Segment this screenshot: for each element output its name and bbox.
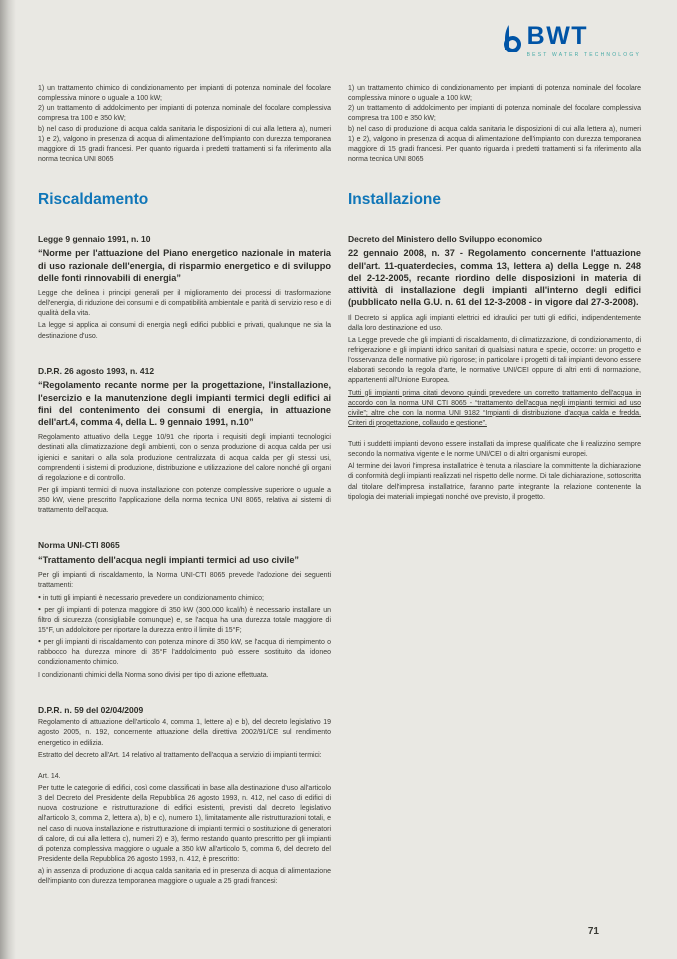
- document-body: [38, 84, 641, 889]
- body-paragraph: Per gli impianti termici di nuova installazione con potenze complessive superiore o uguale a 350 kW, viene prescritto l'applicazione della norma tecnica UNI 8065, relativa ai sistemi di trattamento dell'acqua.: [38, 487, 331, 515]
- bullet-item: ● in tutti gli impianti è necessario prevedere un condizionamento chimico;: [38, 594, 264, 602]
- law-title: Legge 9 gennaio 1991, n. 10: [38, 233, 151, 244]
- law-subtitle: “Trattamento dell'acqua negli impianti termici ad uso civile”: [38, 555, 300, 566]
- body-paragraph: Al termine dei lavori l'impresa installatrice è tenuta a rilasciare la committente la dichiarazione di conformità degli impianti realizzati nel rispetto delle norme. Di tale dichiarazione, sottoscritta dal titolare dell'impresa installatrice, faranno parte integrante la relazione contenente la tipologia dei materiali impiegati nonché ove previsto, il progetto.: [348, 463, 641, 501]
- brand-name: BWT: [526, 22, 589, 50]
- logo-text: [527, 24, 641, 58]
- body-paragraph: I condizionanti chimici della Norma sono divisi per tipo di azione effettuata.: [38, 671, 269, 679]
- spacer: [38, 763, 331, 772]
- intro-paragraph: 2) un trattamento di addolcimento per impianti di potenza nominale del focolare complessiva compresa tra 100 e 350 kW;: [38, 105, 331, 123]
- law-title: D.P.R. n. 59 del 02/04/2009: [38, 704, 144, 715]
- intro-paragraph: b) nel caso di produzione di acqua calda sanitaria le disposizioni di cui alla lettera a), numeri 1) e 2), valgono in presenza di acqua di alimentazione dell'impianto con durezza temporanea maggiore di 15 gradi francesi. Per quanto riguarda i predetti trattamenti si fa riferimento alla norma tecnica UNI 8065: [38, 125, 331, 163]
- body-paragraph: Legge che delinea i principi generali per il miglioramento dei processi di trasformazione dell'energia, di riduzione dei consumi e di compatibilità ambientale e parità di servizio reso e di qualità della vita.: [38, 290, 331, 318]
- body-paragraph: Tutti i suddetti impianti devono essere installati da imprese qualificate che li realizzino sempre secondo la normativa vigente e le norme UNI/CEI o di altri organismi europei.: [348, 441, 641, 459]
- column-heading-left: Riscaldamento: [38, 191, 149, 209]
- body-paragraph: Art. 14.: [38, 772, 61, 780]
- law-title: D.P.R. 26 agosto 1993, n. 412: [38, 365, 155, 376]
- column-heading-right: Installazione: [348, 191, 442, 209]
- body-paragraph: La Legge prevede che gli impianti di riscaldamento, di climatizzazione, di condizionamento, di refrigerazione e gli impianti idrico sanitari di qualsiasi natura e specie, occorre: un progetto e l'osservanza delle normative più rigorose; in particolare i progetti di tali impianti devono essere elaborati secondo la regola d'arte, le normative UNI/CEI oppure di altri enti di normazione, appartenenti all'Unione Europea.: [348, 336, 641, 385]
- spacer: [348, 431, 641, 440]
- body-paragraph: La legge si applica ai consumi di energia negli edifici pubblici e privati, qualunque ne sia la destinazione d'uso.: [38, 322, 331, 340]
- binding-shadow: [0, 0, 16, 959]
- law-section: [348, 234, 641, 503]
- page-number: 71: [587, 926, 599, 937]
- body-paragraph: Estratto del decreto all'Art. 14 relativo al trattamento dell'acqua a servizio di impianti termici:: [38, 751, 322, 759]
- body-paragraph: Per gli impianti di riscaldamento, la Norma UNI-CTI 8065 prevede l'adozione dei seguenti trattamenti:: [38, 572, 331, 590]
- body-paragraph: Regolamento attuativo della Legge 10/91 che riporta i requisiti degli impianti tecnologici destinati alla climatizzazione degli ambienti, con o senza produzione di acqua calda per usi igienici e sanitari o alla sola produzione centralizzata di acqua calda per gli stessi usi, comprendenti i sistemi di produzione, distribuzione e utilizzazione del calore nonché gli organi di regolazione e di controllo.: [38, 434, 331, 482]
- bwt-drop-icon: [501, 25, 521, 52]
- law-section: [38, 234, 331, 342]
- law-title: Decreto del Ministero dello Sviluppo economico: [348, 233, 543, 244]
- law-section: [38, 540, 331, 680]
- body-paragraph: Il Decreto si applica agli impianti elettrici ed idraulici per tutti gli edifici, indipendentemente dalla loro destinazione ed uso.: [348, 314, 641, 332]
- law-subtitle: “Norme per l'attuazione del Piano energetico nazionale in materia di uso razionale dell'energia, di risparmio energetico e di sviluppo delle fonti rinnovabili di energia”: [38, 248, 331, 283]
- law-section: [38, 366, 331, 517]
- body-paragraph: Per tutte le categorie di edifici, così come classificati in base alla destinazione d'uso all'articolo 3 del Decreto del Presidente della Repubblica 26 agosto 1993, n. 412, nel caso di edifici di nuova costruzione e ristrutturazione di edifici esistenti, previsti dal decreto legislativo all'articolo 3, comma 2, lettera a), b) e c), numero 1), limitatamente alle ristrutturazioni totali, e nel caso di nuova installazione e ristrutturazione di impianti termici o sostituzione di generatori di calore, di cui alla lettera c), numeri 2) e 3), fermo restando quanto prescritto per gli impianti di potenza complessiva maggiore o uguale a 350 kW all'articolo 5, comma 6, del decreto del Presidente della Repubblica 26 agosto 1993, n. 412, è prescritto:: [38, 785, 331, 864]
- body-paragraph: Tutti gli impianti prima citati devono quindi prevedere un corretto trattamento dell'acqua in accordo con la norma UNI CTI 8065 - “trattamento dell'acqua negli impianti termici ad uso civile”; altre che con la norma UNI 9182 “Impianti di distribuzione d'acqua calda e fredda. Criteri di progettazione, collaudo e gestione”.: [348, 389, 641, 427]
- bullet-icon: ●: [38, 638, 42, 645]
- law-subtitle: “Regolamento recante norme per la progettazione, l'installazione, l'esercizio e la manutenzione degli impianti termici degli edifici ai fini del contenimento dei consumi di energia, in attuazione dell'art.4, comma 4, della L. 9 gennaio 1991, n.10”: [38, 380, 331, 428]
- law-section: [38, 705, 331, 888]
- bullet-item: ● per gli impianti di riscaldamento con potenza minore di 350 kW, se l'acqua di riempimento o rabbocco ha durezza minore di 35°F l'addolcimento può essere sostituito da idoneo condizionamento chimico.: [38, 638, 331, 667]
- law-title: Norma UNI-CTI 8065: [38, 540, 120, 551]
- brand-tagline: BEST WATER TECHNOLOGY: [526, 52, 641, 58]
- intro-paragraph: 1) un trattamento chimico di condizionamento per impianti di potenza nominale del focolare complessiva minore o uguale a 100 kW;: [348, 85, 641, 103]
- bullet-item: ● per gli impianti di potenza maggiore di 350 kW (300.000 kcal/h) è necessario installare un filtro di sicurezza (consigliabile comunque) e, se l'acqua ha una durezza totale maggiore di 15°F, un addolcitore per riportare la durezza entro il limite di 15°F;: [38, 606, 331, 634]
- body-paragraph: Regolamento di attuazione dell'articolo 4, comma 1, lettere a) e b), del decreto legislativo 19 agosto 2005, n. 192, concernente attuazione della direttiva 2002/91/CE sul rendimento energetico in edilizia.: [38, 719, 331, 747]
- intro-paragraph: 2) un trattamento di addolcimento per impianti di potenza nominale del focolare complessiva compresa tra 100 e 350 kW;: [348, 105, 641, 123]
- right-column: [348, 84, 641, 889]
- bullet-icon: ●: [38, 594, 42, 601]
- bullet-icon: ●: [38, 606, 42, 613]
- law-subtitle: 22 gennaio 2008, n. 37 - Regolamento concernente l'attuazione dell'art. 11-quaterdecies, comma 13, lettera a) della Legge n. 248 del 2-12-2005, recante riordino delle disposizioni in materia di attività di installazione degli impianti all'interno degli edifici (pubblicato nella G.U. n. 61 del 12-3-2008 - in vigore dal 27-3-2008).: [348, 248, 641, 308]
- bwt-logo: [501, 24, 641, 58]
- left-column: [38, 84, 331, 889]
- intro-paragraph: 1) un trattamento chimico di condizionamento per impianti di potenza nominale del focolare complessiva minore o uguale a 100 kW;: [38, 85, 331, 103]
- body-paragraph: a) in assenza di produzione di acqua calda sanitaria ed in presenza di acqua di alimentazione dell'impianto con durezza temporanea maggiore o uguale a 25 gradi francesi:: [38, 868, 331, 886]
- intro-paragraph: b) nel caso di produzione di acqua calda sanitaria le disposizioni di cui alla lettera a), numeri 1) e 2), valgono in presenza di acqua di alimentazione dell'impianto con durezza temporanea maggiore di 15 gradi francesi. Per quanto riguarda i predetti trattamenti si fa riferimento alla norma tecnica UNI 8065: [348, 125, 641, 163]
